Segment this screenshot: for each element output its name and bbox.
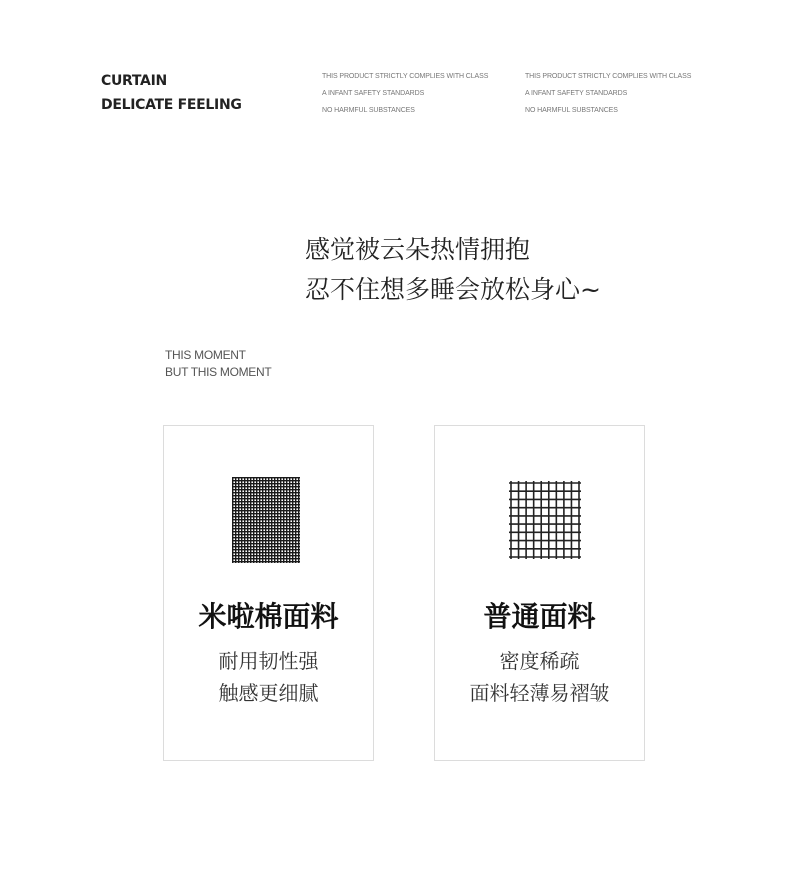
card-title-ordinary: 普通面料 xyxy=(483,600,596,633)
safety-note-line: THIS PRODUCT STRICTLY COMPLIES WITH CLASS xyxy=(322,73,489,80)
dense-grid-fabric-icon xyxy=(232,477,300,563)
safety-note-line: A INFANT SAFETY STANDARDS xyxy=(525,90,628,97)
slogan-line-2: 忍不住想多睡会放松身心~ xyxy=(305,275,601,304)
safety-note-line: A INFANT SAFETY STANDARDS xyxy=(322,90,425,97)
brand-heading xyxy=(101,69,242,117)
moment-line-2: BUT THIS MOMENT xyxy=(165,365,272,379)
safety-note-line: NO HARMFUL SUBSTANCES xyxy=(525,107,618,114)
fabric-card-milacotton xyxy=(163,425,374,761)
safety-note-line: THIS PRODUCT STRICTLY COMPLIES WITH CLASS xyxy=(525,73,692,80)
moment-caption xyxy=(165,347,271,381)
brand-line-delicate-feeling: DELICATE FEELING xyxy=(101,97,242,113)
brand-line-curtain: CURTAIN xyxy=(101,73,167,89)
card-desc-milacotton xyxy=(163,645,374,709)
card-desc-ordinary xyxy=(434,645,645,709)
slogan xyxy=(305,230,601,310)
moment-line-1: THIS MOMENT xyxy=(165,348,246,362)
fabric-card-ordinary xyxy=(434,425,645,761)
card-title-milacotton: 米啦棉面料 xyxy=(198,600,339,633)
card-desc-line: 触感更细腻 xyxy=(218,681,319,705)
sparse-grid-fabric-icon xyxy=(509,481,581,559)
card-desc-line: 耐用韧性强 xyxy=(218,649,319,673)
slogan-line-1: 感觉被云朵热情拥抱 xyxy=(305,235,531,264)
safety-note-line: NO HARMFUL SUBSTANCES xyxy=(322,107,415,114)
card-desc-line: 密度稀疏 xyxy=(499,649,580,673)
safety-note-left xyxy=(322,68,488,119)
safety-note-right xyxy=(525,68,691,119)
card-desc-line: 面料轻薄易褶皱 xyxy=(469,681,610,705)
